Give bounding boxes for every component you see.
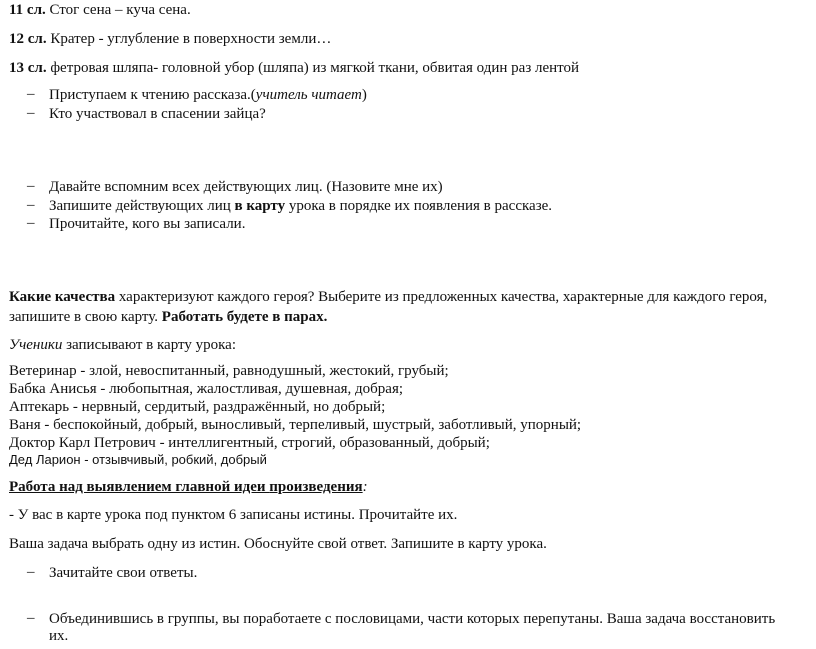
heading-colon: :	[362, 479, 368, 495]
list-dash: –	[27, 197, 35, 213]
vocab-text: Кратер - углубление в поверхности земли…	[46, 31, 332, 47]
list-item: Давайте вспомним всех действующих лиц. (Назовите мне их)	[49, 179, 443, 195]
paragraph: - У вас в карте урока под пунктом 6 записаны истины. Прочитайте их.	[9, 507, 458, 523]
list-item: Кто участвовал в спасении зайца?	[49, 106, 266, 122]
heading-part: произведения	[269, 479, 363, 495]
students-text: записывают в карту урока:	[62, 337, 237, 353]
list-item: Зачитайте свои ответы.	[49, 565, 198, 581]
list-dash: –	[27, 178, 35, 194]
list-item: Объединившись в группы, вы поработаете с пословицами, части которых перепутаны. Ваша задача восстановить	[49, 611, 776, 627]
vocab-text: фетровая шляпа- головной убор (шляпа) из мягкой ткани, обвитая один раз лентой	[46, 60, 580, 76]
hero-line: Ветеринар - злой, невоспитанный, равнодушный, жестокий, грубый;	[9, 363, 449, 379]
heading-part: Работа над выявлением главной идеи	[9, 479, 266, 495]
students-lead: Ученики	[9, 337, 63, 353]
vocab-line-11	[9, 1, 191, 19]
list-dash: –	[27, 564, 35, 580]
list-item-continuation: их.	[49, 628, 69, 644]
list-item	[49, 86, 367, 104]
item-text: )	[361, 87, 367, 103]
slide-number: 12 сл.	[9, 31, 47, 47]
list-dash: –	[27, 86, 35, 102]
list-dash: –	[27, 610, 35, 626]
hero-line: Бабка Анисья - любопытная, жалостливая, душевная, добрая;	[9, 381, 404, 397]
qualities-lead: Какие качества	[9, 289, 116, 305]
slide-number: 11 сл.	[9, 2, 46, 18]
item-bold: в карту	[234, 198, 286, 214]
hero-line: Аптекарь - нервный, сердитый, раздражённый, но добрый;	[9, 399, 386, 415]
vocab-text: Стог сена – куча сена.	[45, 2, 191, 18]
qualities-text: запишите в свою карту.	[9, 309, 162, 325]
list-dash: –	[27, 105, 35, 121]
vocab-line-12	[9, 30, 331, 48]
list-item	[49, 197, 552, 215]
main-idea-heading	[9, 478, 368, 496]
item-text: Приступаем к чтению рассказа.(	[49, 87, 256, 103]
hero-line: Ваня - беспокойный, добрый, выносливый, терпеливый, шустрый, заботливый, упорный;	[9, 417, 582, 433]
pairs-instruction: Работать будете в парах.	[161, 309, 328, 325]
slide-number: 13 сл.	[9, 60, 47, 76]
qualities-line-2	[9, 308, 327, 326]
list-dash: –	[27, 215, 35, 231]
item-italic: учитель читает	[255, 87, 362, 103]
hero-line: Доктор Карл Петрович - интеллигентный, строгий, образованный, добрый;	[9, 435, 490, 451]
paragraph: Ваша задача выбрать одну из истин. Обоснуйте свой ответ. Запишите в карту урока.	[9, 536, 547, 552]
list-item: Прочитайте, кого вы записали.	[49, 216, 246, 232]
qualities-text: характеризуют каждого героя? Выберите из предложенных качества, характерные для каждого героя,	[115, 289, 768, 305]
students-line	[9, 336, 236, 354]
hero-line-last: Дед Ларион - отзывчивый, робкий, добрый	[9, 452, 267, 467]
item-text: Запишите действующих лиц	[49, 198, 235, 214]
item-text: урока в порядке их появления в рассказе.	[285, 198, 553, 214]
qualities-line-1	[9, 288, 767, 306]
vocab-line-13	[9, 59, 579, 77]
